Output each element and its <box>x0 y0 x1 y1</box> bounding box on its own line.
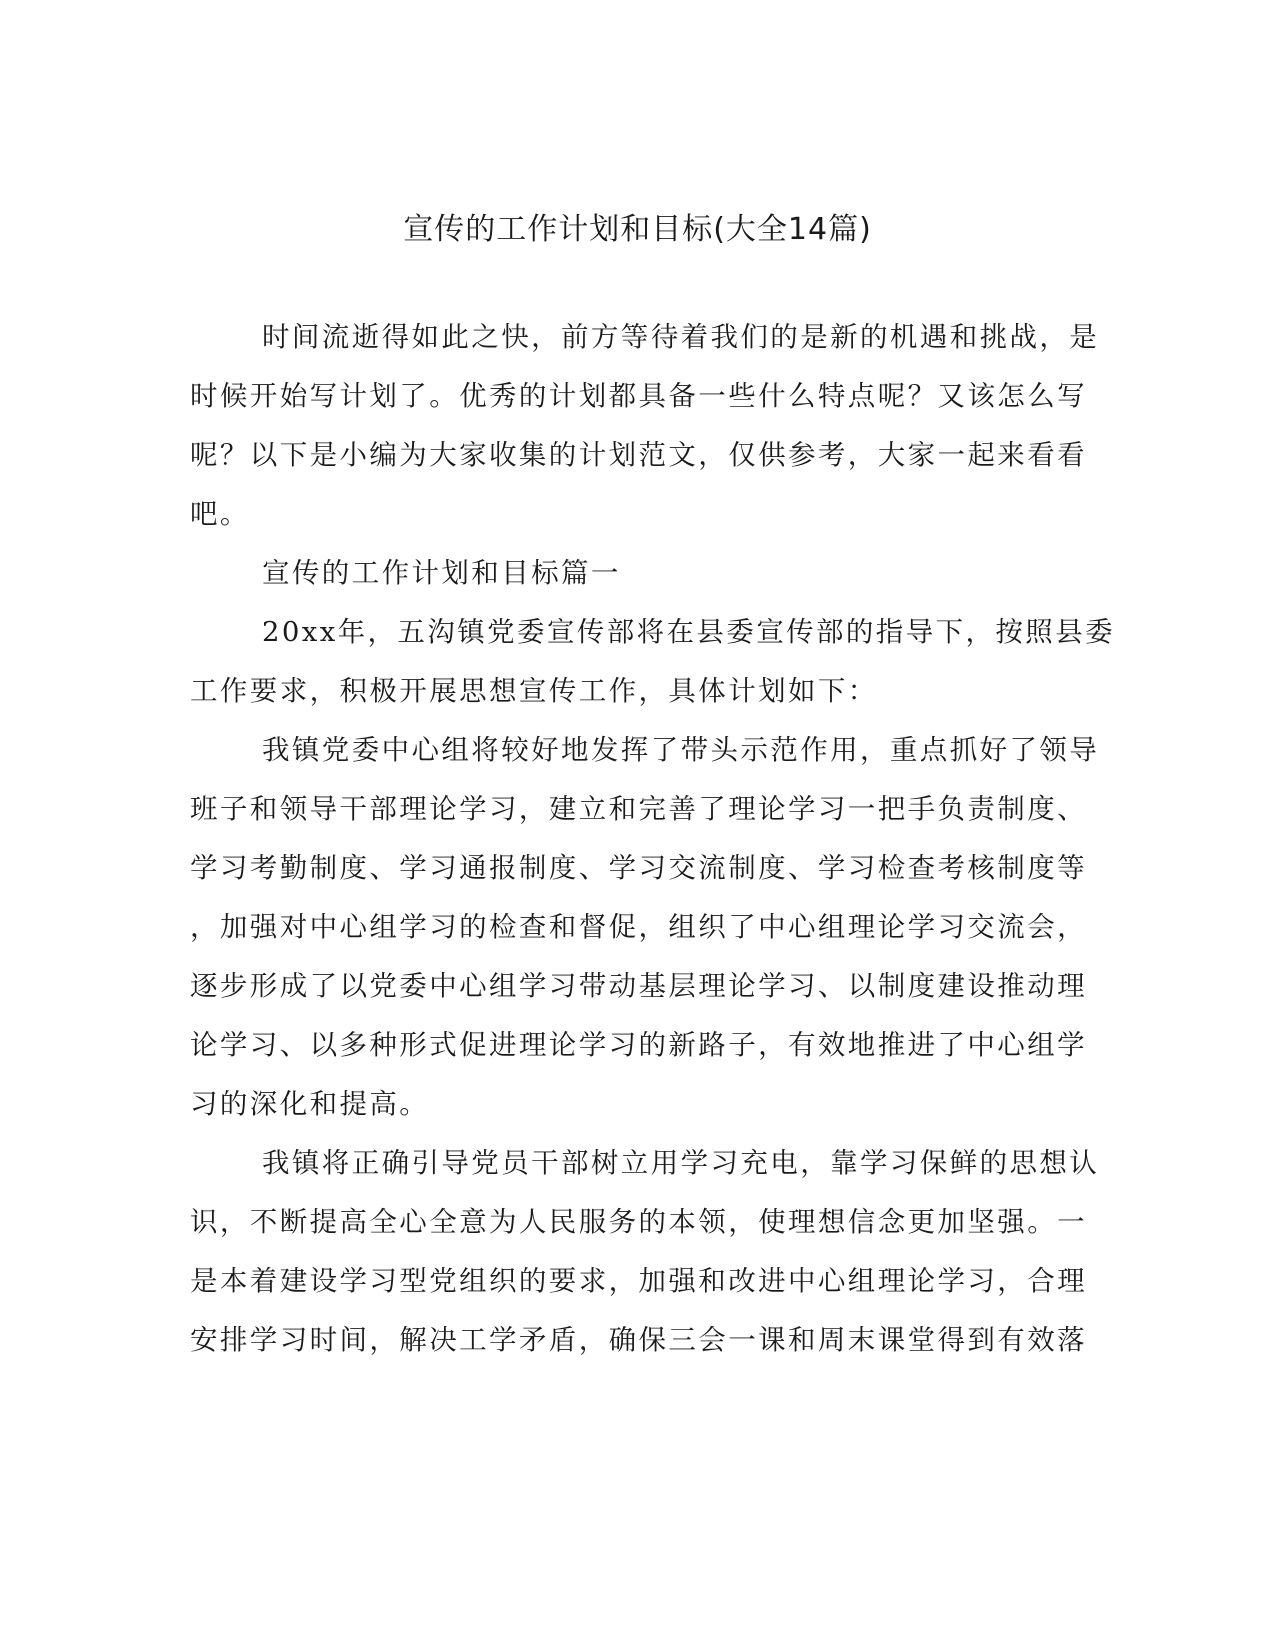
paragraph-line: 习的深化和提高。 <box>190 1088 430 1120</box>
paragraph-line: 我镇将正确引导党员干部树立用学习充电，靠学习保鲜的思想认 <box>262 1147 1100 1179</box>
paragraph-line: 是本着建设学习型党组织的要求，加强和改进中心组理论学习，合理 <box>190 1265 1087 1297</box>
paragraph-line: 吧。 <box>190 498 250 530</box>
document-title: 宣传的工作计划和目标(大全14篇) <box>403 212 872 247</box>
paragraph-line: 呢？以下是小编为大家收集的计划范文，仅供参考，大家一起来看看 <box>190 439 1087 471</box>
paragraph-line: 工作要求，积极开展思想宣传工作，具体计划如下： <box>190 675 878 707</box>
paragraph-line: 论学习、以多种形式促进理论学习的新路子，有效地推进了中心组学 <box>190 1029 1087 1061</box>
paragraph-line: 我镇党委中心组将较好地发挥了带头示范作用，重点抓好了领导 <box>262 734 1100 766</box>
paragraph-line: 学习考勤制度、学习通报制度、学习交流制度、学习检查考核制度等 <box>190 852 1087 884</box>
paragraph-line: 安排学习时间，解决工学矛盾，确保三会一课和周末课堂得到有效落 <box>190 1324 1087 1356</box>
paragraph-line: 识，不断提高全心全意为人民服务的本领，使理想信念更加坚强。一 <box>190 1206 1087 1238</box>
paragraph-line: 20xx年，五沟镇党委宣传部将在县委宣传部的指导下，按照县委 <box>262 616 1116 648</box>
paragraph-line: 时候开始写计划了。优秀的计划都具备一些什么特点呢？又该怎么写 <box>190 380 1087 412</box>
paragraph-line: ，加强对中心组学习的检查和督促，组织了中心组理论学习交流会， <box>190 911 1087 943</box>
paragraph-line: 逐步形成了以党委中心组学习带动基层理论学习、以制度建设推动理 <box>190 970 1087 1002</box>
paragraph-line: 时间流逝得如此之快，前方等待着我们的是新的机遇和挑战，是 <box>262 321 1100 353</box>
section-heading: 宣传的工作计划和目标篇一 <box>262 557 621 589</box>
paragraph-line: 班子和领导干部理论学习，建立和完善了理论学习一把手负责制度、 <box>190 793 1087 825</box>
